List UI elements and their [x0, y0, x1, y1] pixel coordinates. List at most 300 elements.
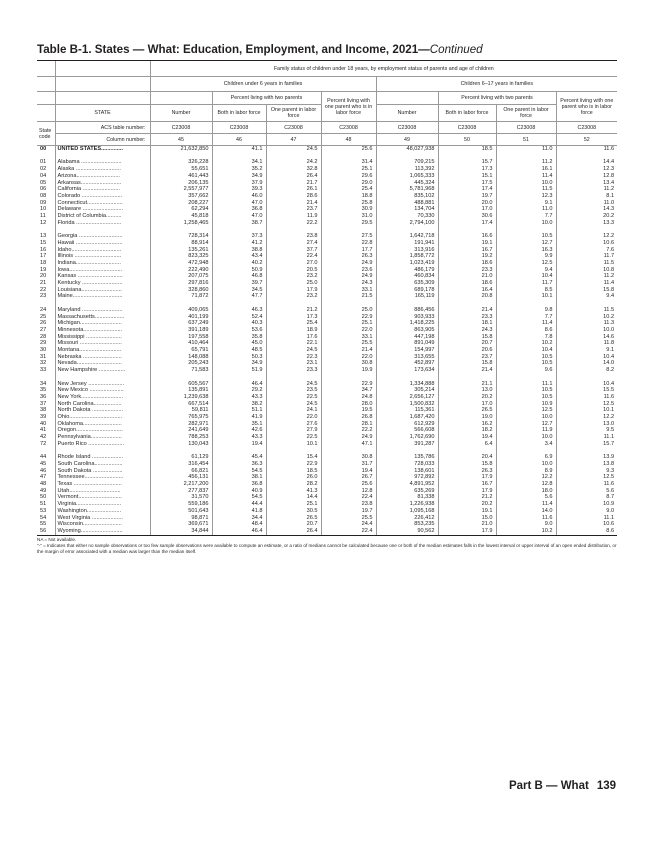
value-cell: 21.0 — [438, 273, 496, 280]
state-name: Kansas ............................. — [55, 273, 150, 280]
value-cell: 1,687,420 — [376, 414, 438, 421]
value-cell: 10.5 — [496, 387, 556, 394]
value-cell: 14.0 — [556, 360, 617, 367]
value-cell: 25.6 — [321, 146, 376, 153]
table-row — [37, 206, 617, 213]
value-cell: 6.4 — [438, 441, 496, 448]
state-code: 15 — [40, 239, 47, 246]
table-row — [37, 253, 617, 260]
value-cell: 173,634 — [376, 367, 438, 374]
value-cell: 7.7 — [496, 213, 556, 220]
value-cell: 29.5 — [321, 220, 376, 227]
state-code: 40 — [40, 420, 47, 427]
value-cell: 43.3 — [212, 394, 266, 401]
value-cell: 728,314 — [150, 233, 212, 240]
value-cell: 37.7 — [266, 247, 321, 254]
value-cell: 6.9 — [496, 454, 556, 461]
header-one-parent-b: One parent in labor force — [496, 105, 556, 122]
state-code: 17 — [40, 253, 47, 260]
state-name: Massachusetts................... — [55, 314, 150, 321]
value-cell: 47.1 — [321, 441, 376, 448]
value-cell: 12.8 — [556, 173, 617, 180]
state-code: 39 — [40, 414, 47, 421]
value-cell: 501,643 — [150, 508, 212, 515]
state-name: Illinois .............................. — [55, 253, 150, 260]
value-cell: 18.0 — [496, 488, 556, 495]
value-cell: 206,135 — [150, 180, 212, 187]
state-name: New Mexico ...................... — [55, 387, 150, 394]
state-name: North Carolina.................. — [55, 401, 150, 408]
value-cell: 1,095,168 — [376, 508, 438, 515]
state-code: 49 — [40, 487, 47, 494]
value-cell: 59,811 — [150, 407, 212, 414]
value-cell: 22.4 — [266, 253, 321, 260]
value-cell: 154,997 — [376, 347, 438, 354]
value-cell: 11.4 — [556, 280, 617, 287]
value-cell: 26.4 — [266, 173, 321, 180]
value-cell: 22.9 — [266, 461, 321, 468]
table-row — [37, 200, 617, 207]
header-under-6: Children under 6 years in families — [150, 77, 376, 92]
value-cell: 25.4 — [321, 186, 376, 193]
value-cell: 25.0 — [321, 307, 376, 314]
value-cell: 31.4 — [321, 159, 376, 166]
value-cell: 51.9 — [212, 367, 266, 374]
value-cell: 316,454 — [150, 461, 212, 468]
value-cell: 24.9 — [321, 260, 376, 267]
table-row — [37, 354, 617, 361]
state-code: 06 — [40, 186, 47, 193]
state-name: Montana........................... — [55, 347, 150, 354]
acs-cell: C23008 — [321, 122, 376, 134]
value-cell: 45.4 — [212, 454, 266, 461]
value-cell: 19.7 — [438, 193, 496, 200]
value-cell: 9.1 — [496, 200, 556, 207]
value-cell: 13.4 — [556, 180, 617, 187]
value-cell: 11.7 — [496, 280, 556, 287]
value-cell: 12.2 — [556, 233, 617, 240]
footnote-dash: "-" = Indicates that either no sample observations or too few sample observations were available to compute an estimate, or a ratio of medians cannot be calculated because one or both of the median estimates falls in the lowest interval or upper interval of an open ended distribution, or the margin of error associated with a median was larger than the median itself. — [37, 543, 617, 554]
state-code: 33 — [40, 367, 47, 374]
table-row — [37, 220, 617, 227]
state-name: Pennsylvania.................... — [55, 434, 150, 441]
value-cell: 18.8 — [321, 193, 376, 200]
value-cell: 1,418,225 — [376, 320, 438, 327]
state-code: 12 — [40, 219, 47, 226]
value-cell: 452,897 — [376, 360, 438, 367]
state-name: Nevada............................. — [55, 360, 150, 367]
col-num-cell: 48 — [321, 134, 376, 146]
value-cell: 3.4 — [496, 441, 556, 448]
value-cell: 18.6 — [438, 280, 496, 287]
header-family-status: Family status of children under 18 years, by employment status of parents and age of children — [150, 61, 617, 77]
value-cell: 23.7 — [266, 206, 321, 213]
value-cell: 43.4 — [212, 253, 266, 260]
value-cell: 81,338 — [376, 494, 438, 501]
value-cell: 24.5 — [266, 347, 321, 354]
value-cell: 41.3 — [266, 488, 321, 495]
value-cell: 22.9 — [321, 314, 376, 321]
value-cell: 10.2 — [496, 528, 556, 535]
value-cell: 21.7 — [266, 180, 321, 187]
header-number-a: Number — [150, 105, 212, 122]
value-cell: 11.2 — [556, 186, 617, 193]
value-cell: 891,049 — [376, 340, 438, 347]
state-name: Hawaii .............................. — [55, 240, 150, 247]
value-cell: 26.1 — [266, 186, 321, 193]
value-cell: 10.0 — [496, 414, 556, 421]
table-row — [37, 166, 617, 173]
table-row — [37, 521, 617, 528]
state-name: Connecticut....................... — [55, 200, 150, 207]
value-cell: 2,794,100 — [376, 220, 438, 227]
acs-cell: C23008 — [266, 122, 321, 134]
value-cell: 19.4 — [212, 441, 266, 448]
state-name: Alabama .......................... — [55, 159, 150, 166]
value-cell: 20.6 — [438, 347, 496, 354]
value-cell: 31.0 — [321, 213, 376, 220]
value-cell: 48,027,938 — [376, 146, 438, 153]
header-acs-label: ACS table number: — [55, 122, 150, 134]
table-row — [37, 434, 617, 441]
value-cell: 25.5 — [321, 340, 376, 347]
value-cell: 19.9 — [321, 367, 376, 374]
value-cell: 1,642,718 — [376, 233, 438, 240]
state-code: 46 — [40, 467, 47, 474]
value-cell: 53.6 — [212, 327, 266, 334]
value-cell: 17.0 — [438, 206, 496, 213]
value-cell: 11.4 — [496, 501, 556, 508]
value-cell: 401,199 — [150, 314, 212, 321]
header-pct-one-parent-a: Percent living with one parent who is in labor force — [321, 92, 376, 122]
header-pct-two-parents-b: Percent living with two parents — [438, 92, 556, 105]
value-cell: 36.8 — [212, 206, 266, 213]
value-cell: 14.3 — [556, 206, 617, 213]
value-cell: 26.0 — [266, 474, 321, 481]
value-cell: 10.8 — [556, 267, 617, 274]
value-cell: 1,226,938 — [376, 501, 438, 508]
state-name: Rhode Island .................... — [55, 454, 150, 461]
state-name: North Dakota .................... — [55, 407, 150, 414]
state-name: Indiana............................. — [55, 260, 150, 267]
value-cell: 31,570 — [150, 494, 212, 501]
value-cell: 34.9 — [212, 173, 266, 180]
value-cell: 11.6 — [556, 394, 617, 401]
value-cell: 667,514 — [150, 401, 212, 408]
value-cell: 25.1 — [266, 501, 321, 508]
value-cell: 29.2 — [212, 387, 266, 394]
value-cell: 9.9 — [496, 253, 556, 260]
value-cell: 38.8 — [212, 247, 266, 254]
table-row — [37, 427, 617, 434]
value-cell: 34.4 — [212, 515, 266, 522]
value-cell: 45,818 — [150, 213, 212, 220]
value-cell: 23.7 — [438, 354, 496, 361]
value-cell: 445,324 — [376, 180, 438, 187]
state-name: South Dakota ................... — [55, 468, 150, 475]
value-cell: 41.2 — [212, 240, 266, 247]
value-cell: 47.7 — [212, 293, 266, 300]
page-footer — [466, 780, 616, 792]
state-name: Louisiana.......................... — [55, 287, 150, 294]
value-cell: 1,023,419 — [376, 260, 438, 267]
value-cell: 205,243 — [150, 360, 212, 367]
value-cell: 26.7 — [321, 474, 376, 481]
table-row — [37, 394, 617, 401]
header-pct-one-parent-b: Percent living with one parent who is in labor force — [556, 92, 617, 122]
value-cell: 17.9 — [266, 287, 321, 294]
value-cell: 369,671 — [150, 521, 212, 528]
value-cell: 25.1 — [321, 166, 376, 173]
value-cell: 15.8 — [438, 360, 496, 367]
state-name: Oregon.............................. — [55, 427, 150, 434]
table-row — [37, 441, 617, 448]
value-cell: 17.4 — [438, 220, 496, 227]
value-cell: 10.1 — [266, 441, 321, 448]
value-cell: 23.1 — [266, 360, 321, 367]
acs-cell: C23008 — [150, 122, 212, 134]
value-cell: 11.0 — [496, 206, 556, 213]
value-cell: 26.5 — [266, 515, 321, 522]
value-cell: 38.2 — [212, 401, 266, 408]
value-cell: 46.0 — [212, 193, 266, 200]
value-cell: 9.8 — [496, 307, 556, 314]
value-cell: 460,834 — [376, 273, 438, 280]
value-cell: 689,178 — [376, 287, 438, 294]
table-row — [37, 407, 617, 414]
value-cell: 222,490 — [150, 267, 212, 274]
value-cell: 34.1 — [212, 159, 266, 166]
value-cell: 1,239,638 — [150, 394, 212, 401]
state-name: South Carolina.................. — [55, 461, 150, 468]
value-cell: 19.1 — [438, 240, 496, 247]
state-code: 25 — [40, 313, 47, 320]
state-name: Kentucky .......................... — [55, 280, 150, 287]
value-cell: 14.4 — [266, 494, 321, 501]
value-cell: 21,632,850 — [150, 146, 212, 153]
value-cell: 22.8 — [321, 240, 376, 247]
state-code: 29 — [40, 340, 47, 347]
value-cell: 27.5 — [321, 233, 376, 240]
value-cell: 18.9 — [266, 327, 321, 334]
value-cell: 16.1 — [496, 166, 556, 173]
value-cell: 35.8 — [212, 334, 266, 341]
state-code: 38 — [40, 407, 47, 414]
value-cell: 1,334,888 — [376, 381, 438, 388]
value-cell: 1,500,832 — [376, 401, 438, 408]
value-cell: 20.7 — [266, 521, 321, 528]
col-num-cell: 46 — [212, 134, 266, 146]
state-name: Florida ............................. — [55, 220, 150, 227]
state-code: 47 — [40, 474, 47, 481]
value-cell: 2,557,977 — [150, 186, 212, 193]
value-cell: 23.2 — [266, 293, 321, 300]
value-cell: 456,131 — [150, 474, 212, 481]
value-cell: 21.0 — [438, 521, 496, 528]
value-cell: 12.8 — [321, 488, 376, 495]
value-cell: 5,781,968 — [376, 186, 438, 193]
state-name: Delaware .......................... — [55, 206, 150, 213]
value-cell: 71,872 — [150, 293, 212, 300]
state-name: Maine................................ — [55, 293, 150, 300]
value-cell: 637,249 — [150, 320, 212, 327]
value-cell: 12.8 — [496, 481, 556, 488]
value-cell: 9.3 — [556, 468, 617, 475]
value-cell: 17.4 — [438, 186, 496, 193]
value-cell: 35.2 — [212, 166, 266, 173]
value-cell: 16.4 — [438, 287, 496, 294]
value-cell: 24.3 — [321, 280, 376, 287]
value-cell: 10.1 — [496, 293, 556, 300]
state-name: Alaska ............................. — [55, 166, 150, 173]
table-row — [37, 180, 617, 187]
value-cell: 17.3 — [266, 314, 321, 321]
value-cell: 709,215 — [376, 159, 438, 166]
state-code: 23 — [40, 293, 47, 300]
header-state-code: State code — [37, 122, 55, 146]
footer-section: Part B — What — [508, 780, 589, 792]
value-cell: 22.2 — [266, 220, 321, 227]
value-cell: 66,821 — [150, 468, 212, 475]
state-code: 21 — [40, 280, 47, 287]
value-cell: 9.4 — [556, 293, 617, 300]
state-code: 53 — [40, 507, 47, 514]
value-cell: 15.1 — [438, 173, 496, 180]
value-cell: 277,837 — [150, 488, 212, 495]
value-cell: 37.9 — [212, 180, 266, 187]
value-cell: 46.4 — [212, 381, 266, 388]
state-code: 50 — [40, 494, 47, 501]
value-cell: 21.4 — [321, 347, 376, 354]
value-cell: 10.2 — [556, 314, 617, 321]
value-cell: 27.4 — [266, 240, 321, 247]
value-cell: 357,662 — [150, 193, 212, 200]
table-row — [37, 360, 617, 367]
value-cell: 21.2 — [438, 494, 496, 501]
value-cell: 410,464 — [150, 340, 212, 347]
table-row — [37, 247, 617, 254]
value-cell: 15.7 — [438, 159, 496, 166]
value-cell: 886,456 — [376, 307, 438, 314]
value-cell: 41.8 — [212, 508, 266, 515]
value-cell: 17.9 — [438, 474, 496, 481]
value-cell: 50.9 — [212, 267, 266, 274]
value-cell: 25.5 — [321, 515, 376, 522]
value-cell: 23.8 — [321, 501, 376, 508]
acs-cell: C23008 — [212, 122, 266, 134]
table-row — [37, 367, 617, 374]
value-cell: 41.1 — [212, 146, 266, 153]
header-one-parent-a: One parent in labor force — [266, 105, 321, 122]
state-code: 32 — [40, 360, 47, 367]
state-name: Arkansas.......................... — [55, 180, 150, 187]
value-cell: 1,065,333 — [376, 173, 438, 180]
table-body — [37, 146, 617, 536]
table-header — [37, 61, 617, 146]
state-code: 20 — [40, 273, 47, 280]
value-cell: 863,905 — [376, 327, 438, 334]
state-name: West Virginia .................... — [55, 515, 150, 522]
state-code: 51 — [40, 501, 47, 508]
value-cell: 23.8 — [266, 233, 321, 240]
value-cell: 22.1 — [266, 340, 321, 347]
value-cell: 9.4 — [496, 267, 556, 274]
state-name: Ohio.................................. — [55, 414, 150, 421]
value-cell: 25.4 — [266, 320, 321, 327]
value-cell: 27.0 — [266, 260, 321, 267]
value-cell: 47.0 — [212, 213, 266, 220]
state-name: Tennessee......................... — [55, 474, 150, 481]
value-cell: 11.6 — [556, 146, 617, 153]
value-cell: 313,655 — [376, 354, 438, 361]
value-cell: 26.5 — [438, 407, 496, 414]
table-row — [37, 494, 617, 501]
state-code: 10 — [40, 206, 47, 213]
spacer-row — [37, 374, 617, 381]
value-cell: 71,583 — [150, 367, 212, 374]
value-cell: 22.4 — [321, 528, 376, 535]
value-cell: 115,361 — [376, 407, 438, 414]
value-cell: 21.4 — [438, 367, 496, 374]
value-cell: 12.5 — [496, 260, 556, 267]
value-cell: 19.5 — [321, 407, 376, 414]
state-name: Georgia ............................ — [55, 233, 150, 240]
value-cell: 11.4 — [496, 173, 556, 180]
table-row — [37, 387, 617, 394]
table-row — [37, 501, 617, 508]
state-code: 18 — [40, 259, 47, 266]
state-code: 41 — [40, 427, 47, 434]
table-row — [37, 293, 617, 300]
value-cell: 88,914 — [150, 240, 212, 247]
value-cell: 21.4 — [438, 307, 496, 314]
value-cell: 22.4 — [321, 494, 376, 501]
acs-cell: C23008 — [556, 122, 617, 134]
value-cell: 40.3 — [212, 320, 266, 327]
value-cell: 488,881 — [376, 200, 438, 207]
value-cell: 11.2 — [556, 273, 617, 280]
value-cell: 24.4 — [321, 521, 376, 528]
value-cell: 328,860 — [150, 287, 212, 294]
state-name: Michigan........................... — [55, 320, 150, 327]
spacer-row — [37, 153, 617, 160]
table-row — [37, 146, 617, 153]
value-cell: 23.5 — [266, 387, 321, 394]
state-code: 35 — [40, 387, 47, 394]
value-cell: 10.5 — [496, 360, 556, 367]
value-cell: 61,129 — [150, 454, 212, 461]
table-title-main: Table B-1. States — What: Education, Employment, and Income, 2021— — [37, 43, 430, 56]
col-num-cell: 45 — [150, 134, 212, 146]
value-cell: 22.3 — [266, 354, 321, 361]
value-cell: 90,562 — [376, 528, 438, 535]
value-cell: 26.3 — [321, 253, 376, 260]
value-cell: 11.0 — [496, 146, 556, 153]
value-cell: 23.3 — [266, 367, 321, 374]
value-cell: 15.8 — [438, 461, 496, 468]
value-cell: 33.1 — [321, 334, 376, 341]
header-col-label: Column number: — [55, 134, 150, 146]
col-num-cell: 50 — [438, 134, 496, 146]
state-code: 34 — [40, 380, 47, 387]
value-cell: 24.9 — [321, 273, 376, 280]
value-cell: 8.9 — [496, 468, 556, 475]
state-name: Puerto Rico ....................... — [55, 441, 150, 448]
value-cell: 30.5 — [266, 508, 321, 515]
table-row — [37, 381, 617, 388]
table-row — [37, 347, 617, 354]
table-row — [37, 314, 617, 321]
